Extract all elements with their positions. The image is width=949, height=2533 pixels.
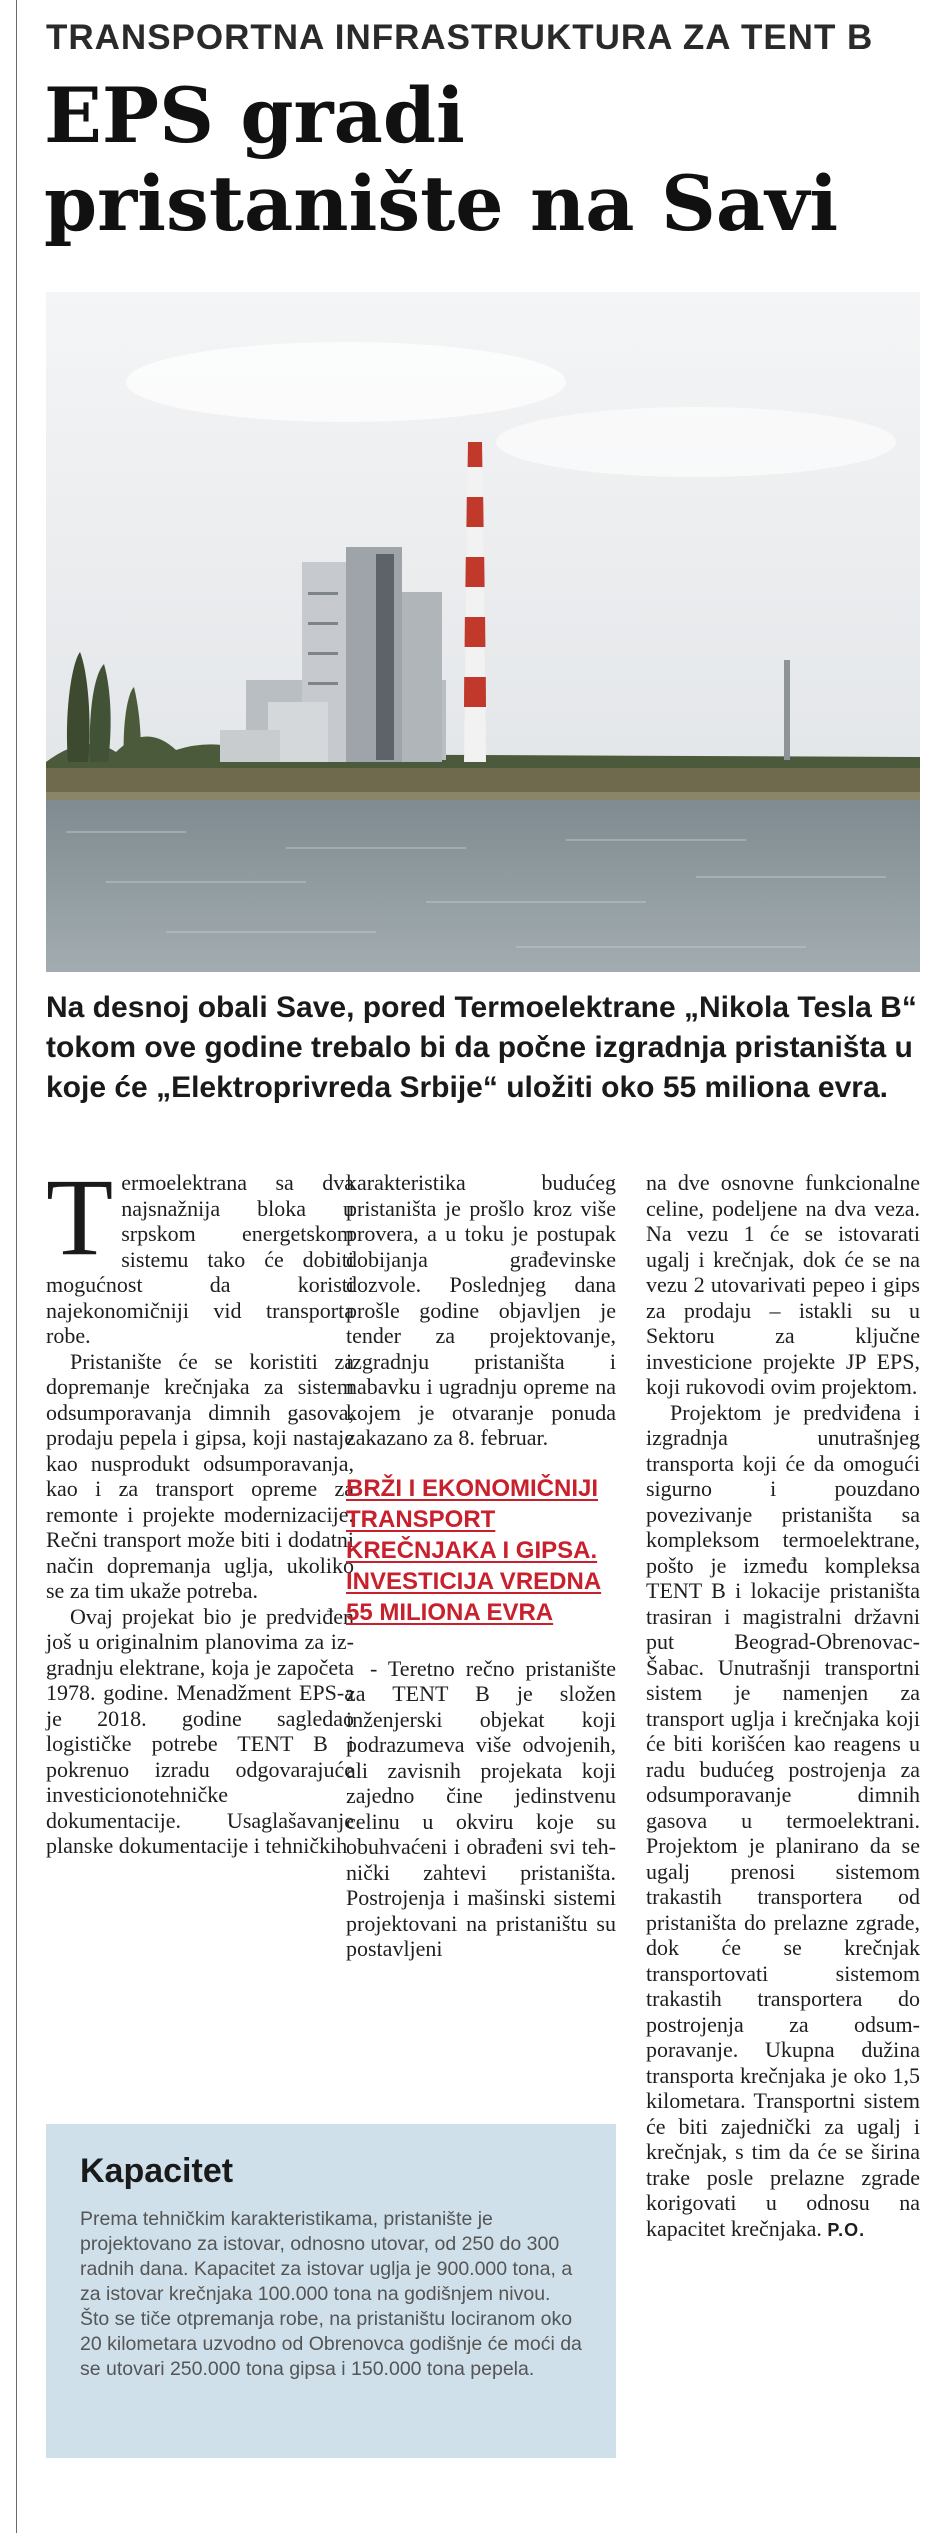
column-3-paragraph-1: na dve osnovne funkcionalne celine, podeljene na dva veza. Na vezu 1 će se istovarati ugalj i krečnjak, dok će se na vezu 2 utovarivati pepeo i gips za prodaju – istakli su u Sektoru za ključne investicione projekte JP EPS, koji rukovodi ovim projektom. xyxy=(646,1170,920,1399)
column-1-paragraph-1 xyxy=(46,1156,354,1349)
column-3-paragraph-2 xyxy=(646,1400,920,2244)
column-3 xyxy=(646,1170,920,2243)
capacity-box-title: Kapacitet xyxy=(80,2152,234,2190)
column-2-paragraph-2: - Teretno rečno pristanište za TENT B je složen inženjerski objekat koji podrazumeva više odvojenih, ali zavisnih projekata koji zajedno čine jedinstvenu celinu u okviru koje su obuhvaćeni i obrađeni svi tehnički zahtevi pristaništa. Postrojenja i mašinski sistemi projektovani na pristaništu su postavljeni xyxy=(346,1655,616,1961)
headline-line-1: EPS gradi xyxy=(44,71,465,160)
capacity-box-text: Prema tehničkim karakteristikama, pristanište je projektovano za istovar, odnosno utovar, od 250 do 300 radnih dana. Kapacitet za istovar uglja je 900.000 tona, a za istovar krečnjaka 100.000 tona na godišnjem nivou. Što se tiče otpremanja robe, na pristaništu lociranom oko 20 kilometara uzvodno od Obrenovca godišnje će moći da se utovari 250.000 tona gipsa i 150.000 tona pepela. xyxy=(80,2208,582,2380)
drop-cap: T xyxy=(46,1156,114,1278)
power-plant-photo xyxy=(46,292,920,972)
column-2 xyxy=(346,1170,616,1962)
column-1-paragraph-1-text: ermoelektrana sa dva najsnažnija bloka u srpskom energetskom sistemu tako će dobiti mogućnost da koristi najekonomičniji vid transporta robe. xyxy=(46,1170,354,1348)
column-2-paragraph-1: karakteristika budućeg pristaništa je prošlo kroz više provera, a u toku je postupak dobijanja građevinske dozvole. Poslednjeg dana prošle godine objavljen je tender za projektovanje, izgradnju pristaništa i nabavku i ugradnju opreme na kojem je otvaranje ponuda zakazano za 8. februar. xyxy=(346,1170,616,1450)
column-1 xyxy=(46,1156,354,1859)
column-3-paragraph-2-text: Projektom je predviđena i izgradnja unutrašnjeg transporta koji će da omogući sigurno i pouzdano povezivanje pristaništa sa kompleksom termoelektrane, pošto je između kompleksa TENT B i lokacije pristaništa trasiran i magistralni državni put Beograd-Obrenovac-Šabac. Unutrašnji transportni sistem je namenjen za transport uglja i krečnjaka koji će biti korišćen kao reagens u radu budućeg postrojenja za odsumporavanje dimnih gasova u termoelektrani. Projektom je planirano da se ugalj prenosi sistemom trakastih transportera od pristaništa do prelazne zgrade, dok će se krečnjak transportovati sistemom trakastih transportera do postrojenja za odsumporavanje. Ukupna dužina transporta krečnjaka je oko 1,5 kilometara. Transportni sistem će biti zajednički za ugalj i krečnjak, s tim da će se širina trake posle prelazne zgrade korigovati u odnosu na kapacitet krečnjaka. xyxy=(646,1399,920,2241)
pull-quote: BRŽI I EKONOMIČNIJI TRANSPORT KREČNJAKA I GIPSA. INVESTICIJA VREDNA 55 MILIONA EVRA xyxy=(346,1474,602,1626)
column-1-paragraph-2: Pristanište će se koristiti za dopremanje krečnjaka za sistem odsumporavanja dimnih gasova, prodaju pepela i gipsa, koji nastaje kao nusprodukt odsumporavanja, kao i za transport opreme za remonte i projekte modernizacije. Rečni transport može biti i dodatni način dopremanja uglja, ukoliko se za tim ukaže potreba. xyxy=(46,1348,354,1603)
headline-line-2: pristanište na Savi xyxy=(44,159,839,248)
column-1-paragraph-3: Ovaj projekat bio je predviđen još u originalnim planovima za izgradnju elektrane, koja je započeta 1978. godine. Menadžment EPS-a je 2018. godine sagledao logističke potrebe TENT B i pokrenuo izradu odgovarajuće investicionotehničke dokumentacije. Usaglašavanje planske dokumentacije i tehničkih xyxy=(46,1603,354,1858)
headline xyxy=(44,72,924,248)
kicker: TRANSPORTNA INFRASTRUKTURA ZA TENT B xyxy=(46,18,874,57)
power-plant-illustration xyxy=(46,292,920,972)
author-signature: P.O. xyxy=(827,2219,866,2240)
lead-paragraph: Na desnoj obali Save, pored Termoelektrane „Nikola Tesla B“ tokom ove godine trebalo bi da počne izgradnja pristaništa u koje će „Elektroprivreda Srbije“ uložiti oko 55 miliona evra. xyxy=(46,991,917,1104)
capacity-box xyxy=(46,2124,616,2458)
page-left-rule xyxy=(16,0,17,2533)
riverbank xyxy=(46,768,920,796)
river xyxy=(46,800,920,972)
